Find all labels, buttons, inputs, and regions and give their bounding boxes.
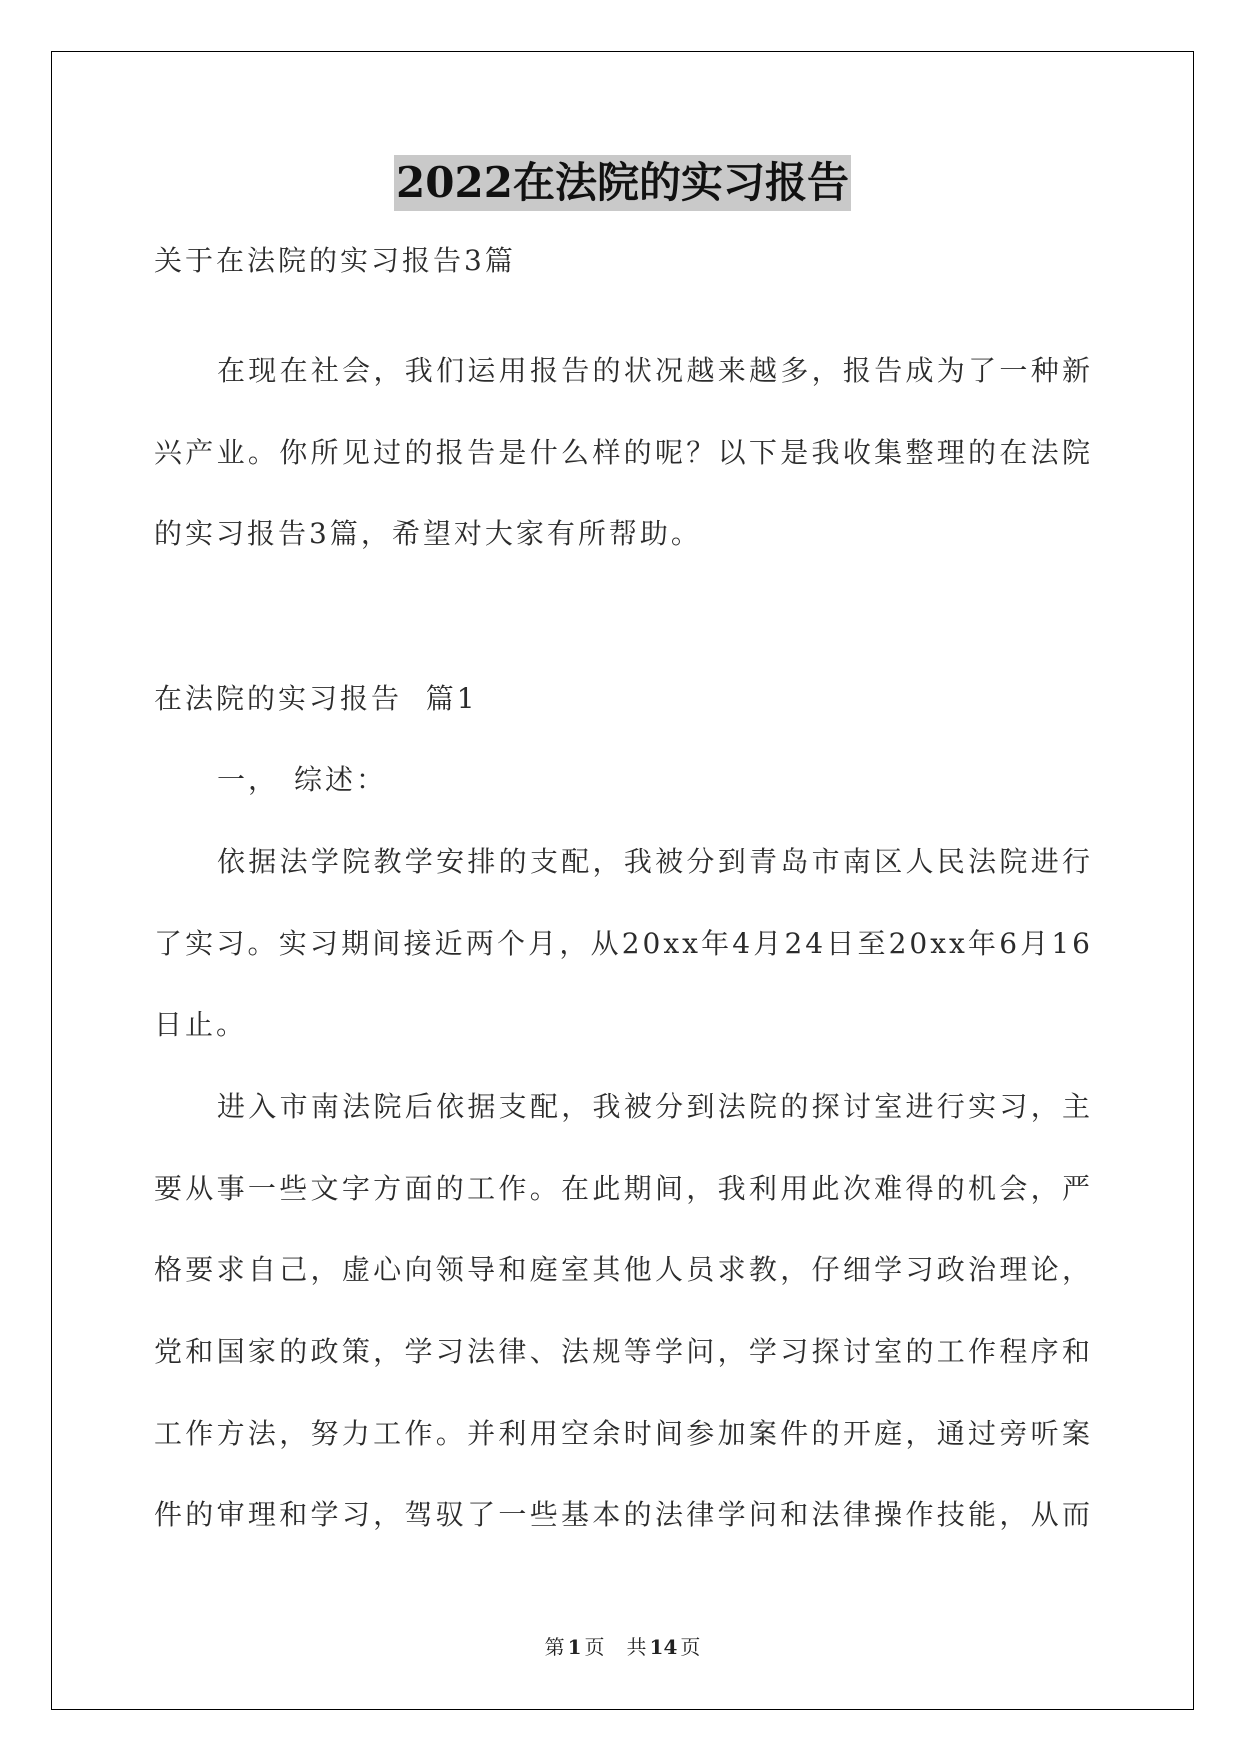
section-item-label: 综述： [294,763,388,796]
document-title-wrap [51,155,1194,211]
paragraph-line: 党和国家的政策，学习法律、法规等学问，学习探讨室的工作程序和 [154,1335,1093,1368]
paragraph-line: 进入市南法院后依据支配，我被分到法院的探讨室进行实习，主 [217,1090,1093,1123]
paragraph-line: 日止。 [154,1008,248,1041]
document-title: 2022在法院的实习报告 [394,155,851,211]
page-footer [51,1632,1194,1662]
paragraph-line: 工作方法，努力工作。并利用空余时间参加案件的开庭，通过旁听案 [154,1417,1093,1450]
document-subtitle: 关于在法院的实习报告3篇 [154,244,516,277]
footer-page-prefix: 第 [544,1635,565,1659]
footer-total-suffix: 页 [680,1635,701,1659]
intro-line: 在现在社会，我们运用报告的状况越来越多，报告成为了一种新 [217,354,1093,387]
intro-line: 的实习报告3篇，希望对大家有所帮助。 [154,517,702,550]
footer-page-number: 1 [567,1635,582,1659]
section-heading: 在法院的实习报告 篇1 [154,682,478,715]
footer-page-suffix: 页 [584,1635,605,1659]
paragraph-line: 要从事一些文字方面的工作。在此期间，我利用此次难得的机会，严 [154,1172,1093,1205]
footer-total-prefix: 共 [626,1635,647,1659]
paragraph-line: 了实习。实习期间接近两个月，从20xx年4月24日至20xx年6月16 [154,927,1093,960]
footer-total-pages: 14 [649,1635,678,1659]
paragraph-line: 格要求自己，虚心向领导和庭室其他人员求教，仔细学习政治理论， [154,1253,1093,1286]
paragraph-line: 件的审理和学习，驾驭了一些基本的法律学问和法律操作技能，从而 [154,1498,1093,1531]
paragraph-line: 依据法学院教学安排的支配，我被分到青岛市南区人民法院进行 [217,845,1093,878]
intro-line: 兴产业。你所见过的报告是什么样的呢？以下是我收集整理的在法院 [154,436,1093,469]
section-item-number: 一， [217,763,280,796]
